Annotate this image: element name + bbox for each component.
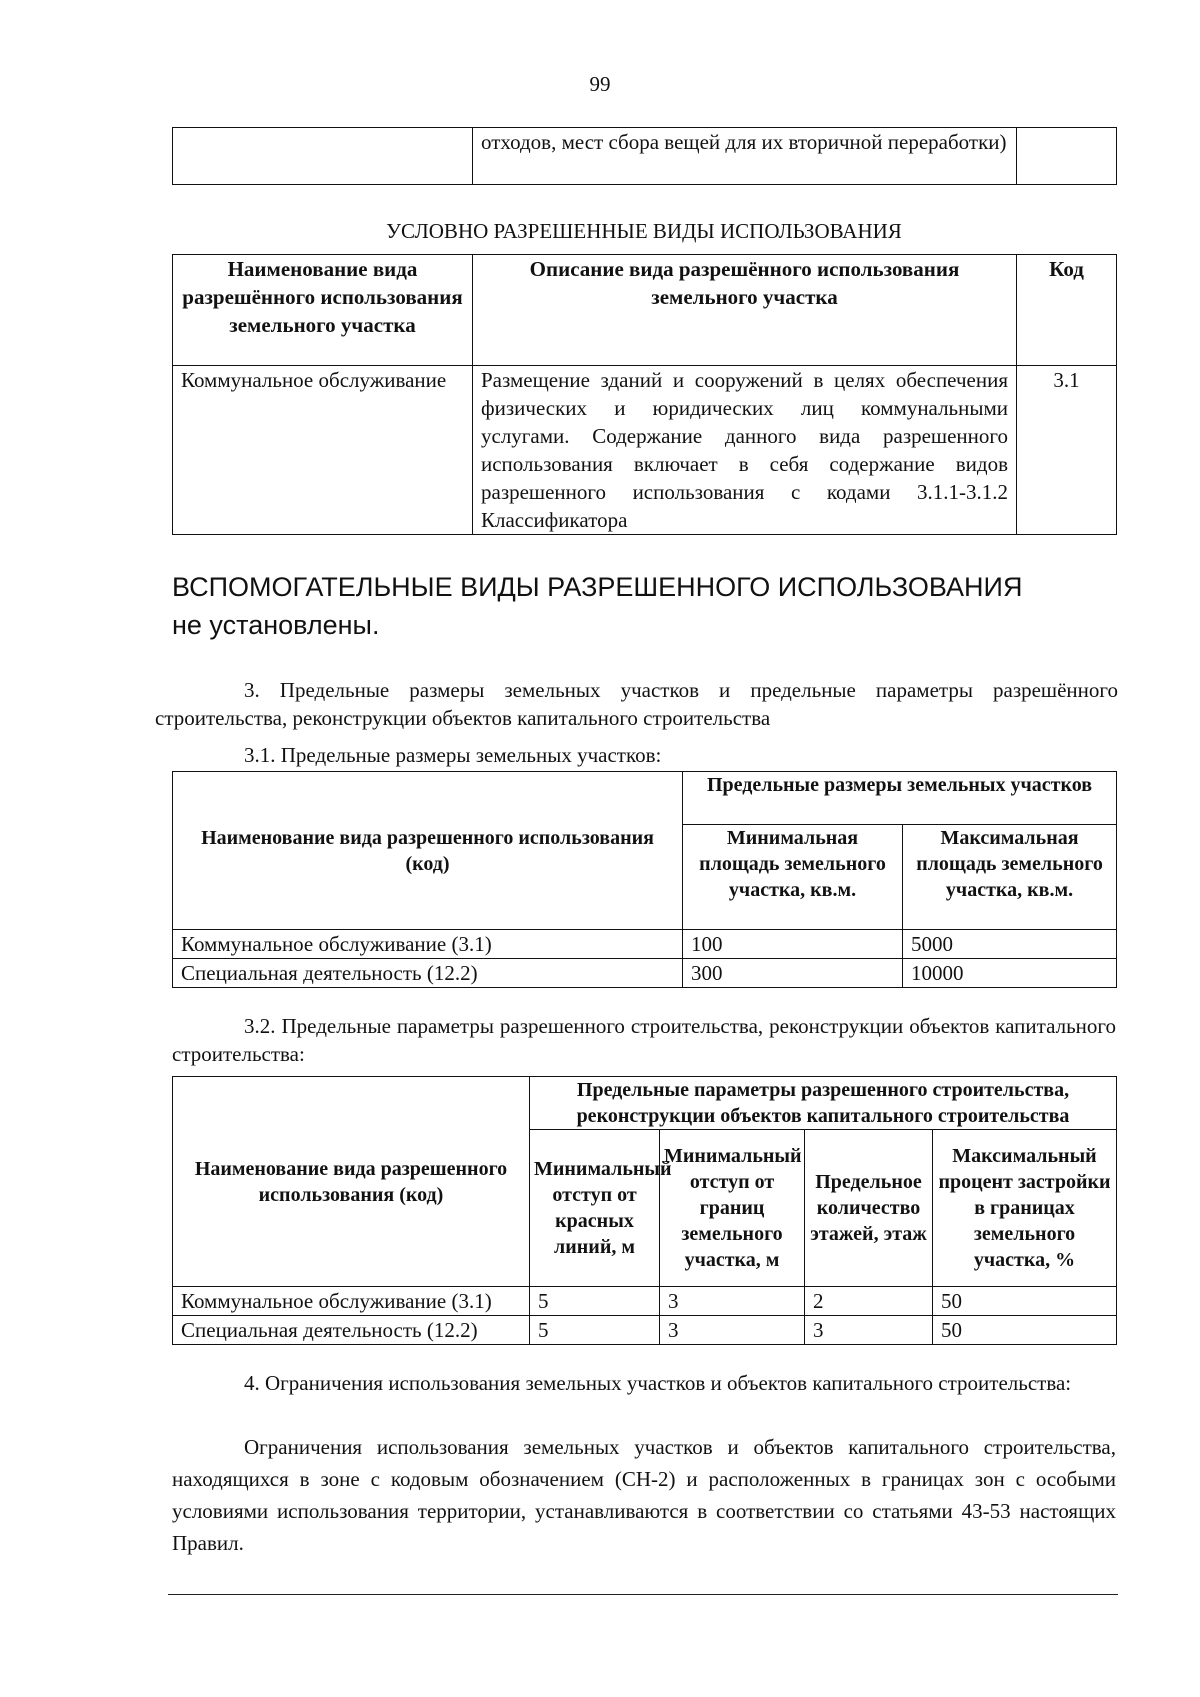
building-parameters-table (172, 1076, 1117, 1345)
max-area: 5000 (903, 930, 1117, 959)
table-header-row (173, 772, 1117, 825)
floors: 3 (805, 1316, 933, 1345)
table-header-row (173, 255, 1117, 366)
header-coverage-percent: Максимальный процент застройки в границах земельного участка, % (933, 1130, 1117, 1287)
use-name: Коммунальное обслуживание (3.1) (173, 1287, 530, 1316)
auxiliary-uses-note: не установлены. (172, 610, 380, 640)
plot-size-table (172, 771, 1117, 988)
section3-subheading-1: 3.1. Предельные размеры земельных участков: (244, 743, 662, 767)
header-red-line-setback: Минимальный отступ от красных линий, м (530, 1130, 660, 1287)
conditional-uses-table (172, 254, 1117, 535)
footer-divider (168, 1594, 1118, 1595)
table-row (173, 128, 1117, 185)
header-floors: Предельное количество этажей, этаж (805, 1130, 933, 1287)
continuation-table (172, 127, 1117, 185)
table-row (173, 1316, 1117, 1345)
floors: 2 (805, 1287, 933, 1316)
table-header-row (173, 1077, 1117, 1130)
coverage-percent: 50 (933, 1316, 1117, 1345)
header-name: Наименование вида разрешённого использования земельного участка (173, 255, 473, 366)
conditional-uses-title: УСЛОВНО РАЗРЕШЕННЫЕ ВИДЫ ИСПОЛЬЗОВАНИЯ (386, 219, 902, 243)
use-name: Коммунальное обслуживание (173, 366, 473, 535)
min-area: 300 (683, 959, 903, 988)
header-size-group: Предельные размеры земельных участков (683, 772, 1117, 825)
header-parameters-group: Предельные параметры разрешенного строительства, реконструкции объектов капитального строительства (530, 1077, 1117, 1130)
use-name: Специальная деятельность (12.2) (173, 1316, 530, 1345)
border-setback: 3 (660, 1287, 805, 1316)
use-description: Размещение зданий и сооружений в целях обеспечения физических и юридических лиц коммунальными услугами. Содержание данного вида разрешенного использования включает в себя содержание видов разрешенного использования с кодами 3.1.1-3.1.2 Классификатора (473, 366, 1017, 535)
table-row (173, 366, 1117, 535)
section3-subheading-2: 3.2. Предельные параметры разрешенного строительства, реконструкции объектов капитального строительства: (172, 1014, 1116, 1066)
table-row (173, 930, 1117, 959)
section4-heading: 4. Ограничения использования земельных участков и объектов капитального строительства: (244, 1371, 1072, 1395)
red-line-setback: 5 (530, 1287, 660, 1316)
table-cell (173, 128, 473, 185)
header-use-name: Наименование вида разрешенного использования (код) (173, 1077, 530, 1287)
coverage-percent: 50 (933, 1287, 1117, 1316)
header-code: Код (1017, 255, 1117, 366)
table-row (173, 1287, 1117, 1316)
header-max-area: Максимальная площадь земельного участка, кв.м. (903, 825, 1117, 930)
table-row (173, 959, 1117, 988)
header-min-area: Минимальная площадь земельного участка, кв.м. (683, 825, 903, 930)
header-use-name: Наименование вида разрешенного использования (код) (173, 772, 683, 930)
page-number: 99 (589, 72, 611, 96)
table-cell: отходов, мест сбора вещей для их вторичной переработки) (473, 128, 1017, 185)
use-code: 3.1 (1017, 366, 1117, 535)
table-cell (1017, 128, 1117, 185)
use-name: Специальная деятельность (12.2) (173, 959, 683, 988)
red-line-setback: 5 (530, 1316, 660, 1345)
header-border-setback: Минимальный отступ от границ земельного участка, м (660, 1130, 805, 1287)
border-setback: 3 (660, 1316, 805, 1345)
max-area: 10000 (903, 959, 1117, 988)
header-description: Описание вида разрешённого использования земельного участка (473, 255, 1017, 366)
section3-heading: 3. Предельные размеры земельных участков и предельные параметры разрешённого строительства, реконструкции объектов капитального строительства (155, 678, 1118, 730)
use-name: Коммунальное обслуживание (3.1) (173, 930, 683, 959)
section4-text: Ограничения использования земельных участков и объектов капитального строительства, находящихся в зоне с кодовым обозначением (СН-2) и расположенных в границах зон с особыми условиями использования территории, устанавливаются в соответствии со статьями 43-53 настоящих Правил. (172, 1435, 1116, 1555)
min-area: 100 (683, 930, 903, 959)
auxiliary-uses-title: ВСПОМОГАТЕЛЬНЫЕ ВИДЫ РАЗРЕШЕННОГО ИСПОЛЬЗОВАНИЯ (172, 572, 1023, 602)
